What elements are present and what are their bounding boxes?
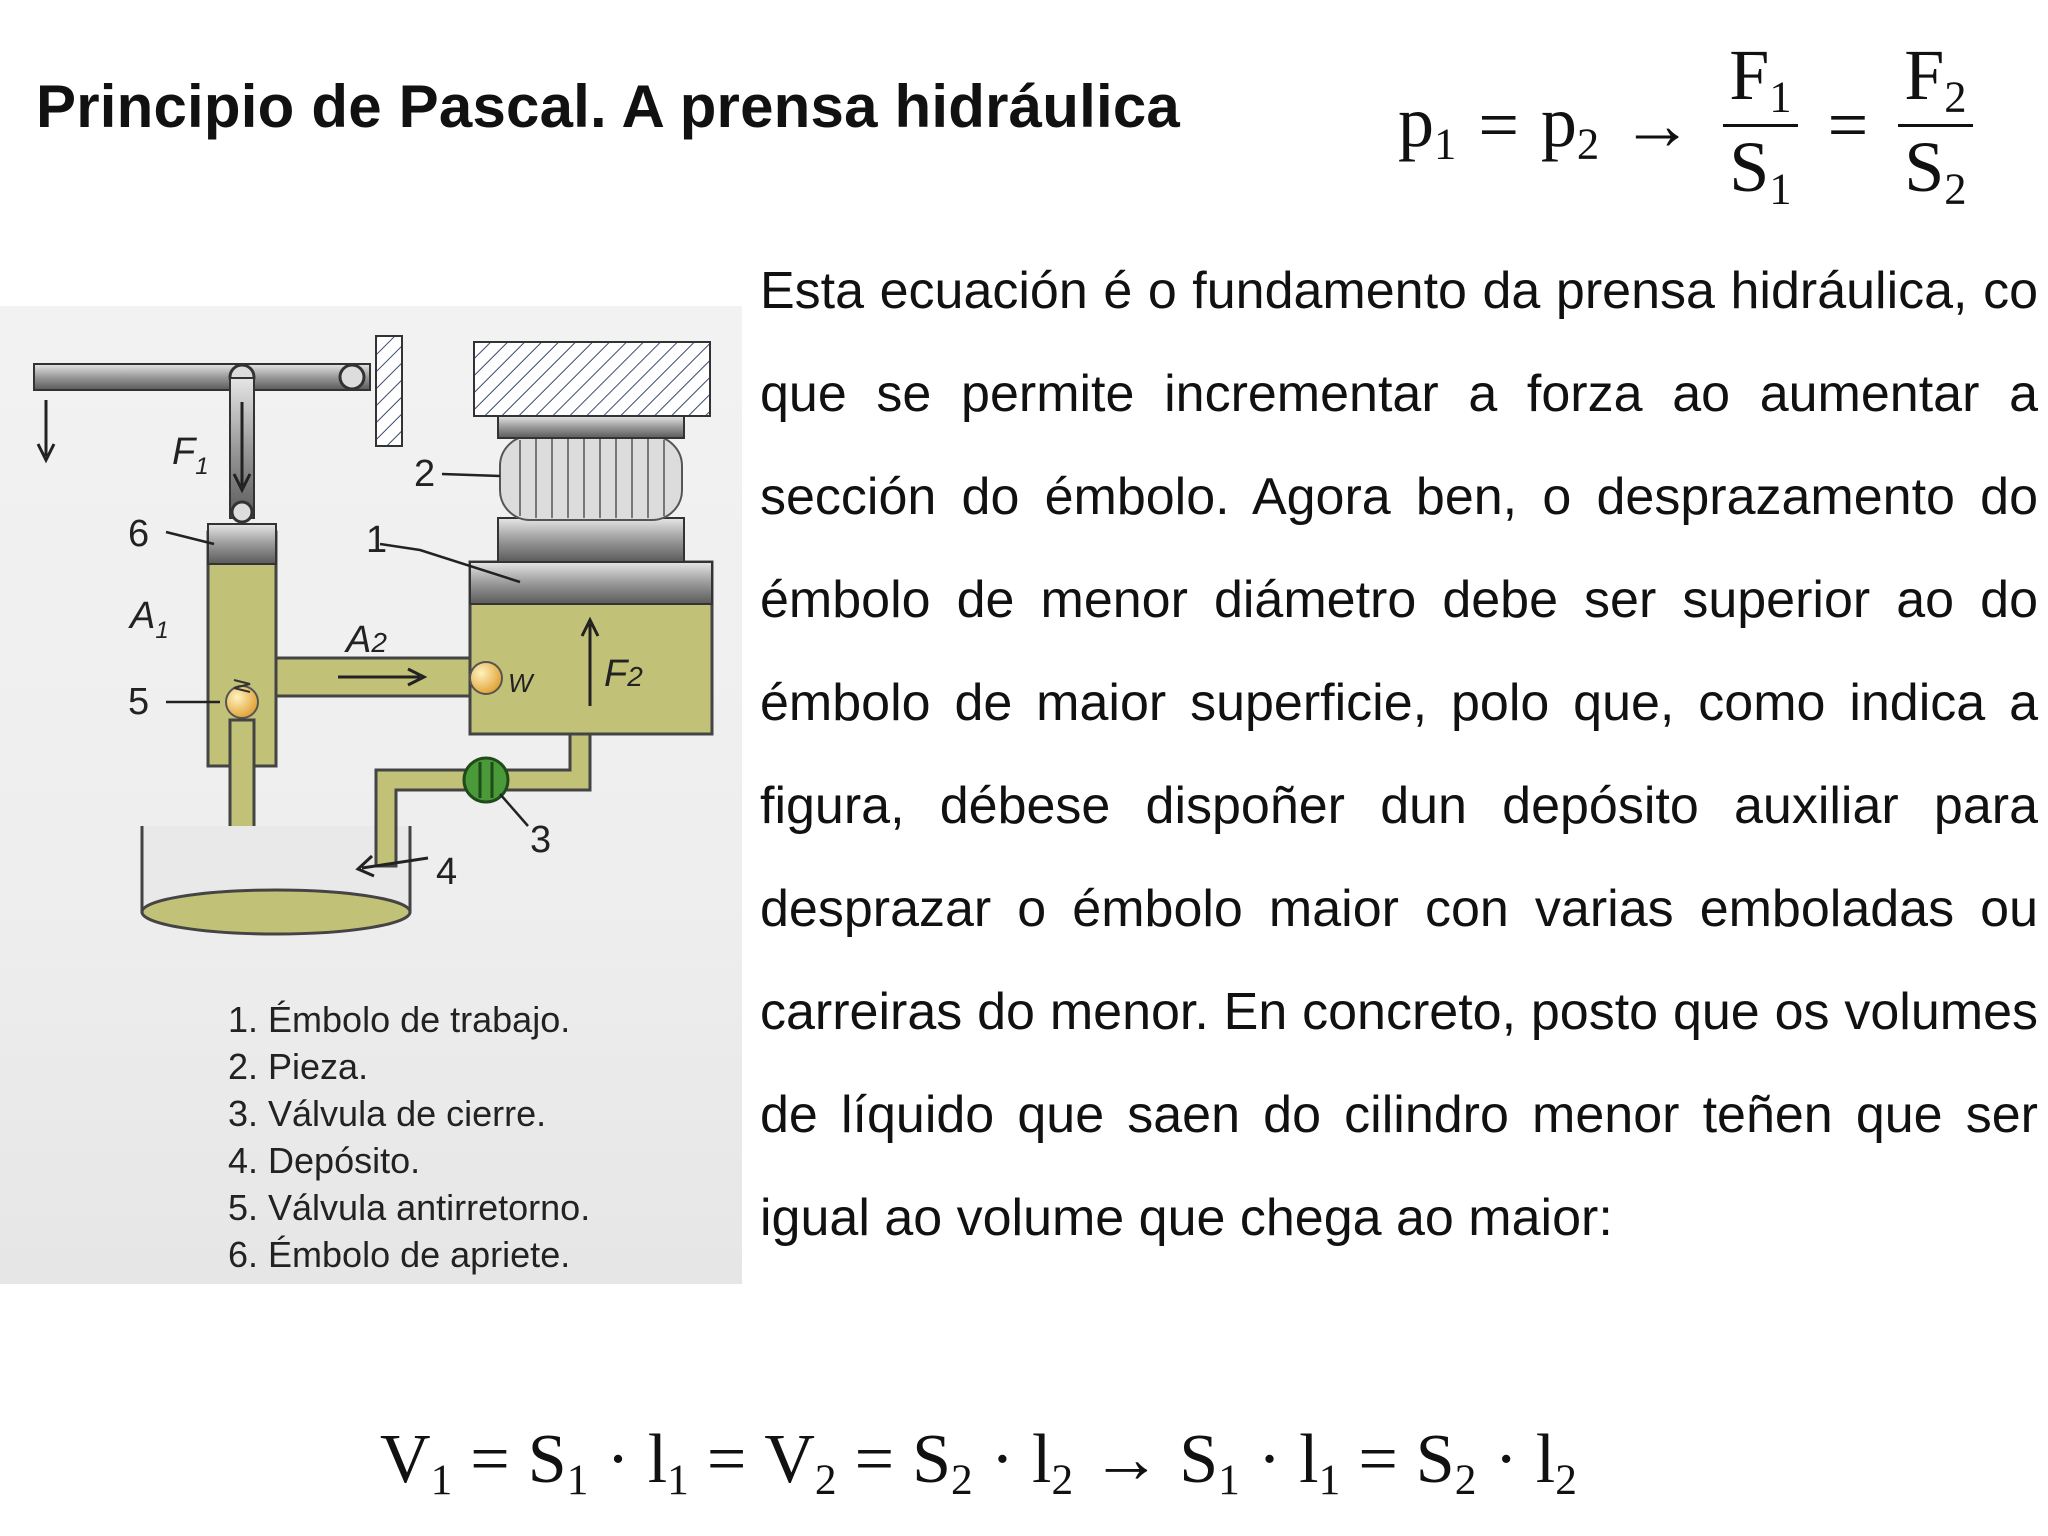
label-6: 6 (128, 513, 150, 555)
explanation-paragraph: Esta ecuación é o fundamento da prensa hidráulica, co que se permite incrementar a forza ao aumentar a sección do émbolo. Agora ben, o desprazamento do émbolo de menor diámetro debe ser superior ao do émbolo de maior superficie, polo que, como indica a figura, débese dispoñer dun depósito auxiliar para desprazar o émbolo maior con varias emboladas ou carreiras do menor. En concreto, posto que os volumes de líquido que saen do cilindro menor teñen que ser igual ao volume que chega ao maior: (760, 262, 2038, 1247)
op-dot: · (1257, 1421, 1282, 1498)
reservoir-fluid (142, 890, 410, 934)
term-s2: $S_2$ (912, 1421, 973, 1505)
label-4: 4 (436, 851, 458, 893)
pascal-equation (1398, 30, 1981, 220)
op-dot: · (990, 1421, 1015, 1498)
workpiece-base (498, 518, 684, 562)
label-f2: F2 (604, 653, 643, 695)
term-l2: $l_2$ (1535, 1421, 1577, 1505)
term-v1: $V_1$ (380, 1421, 453, 1505)
op-dot: · (1494, 1421, 1518, 1498)
label-5: 5 (128, 681, 150, 723)
op-arrow: → (1091, 1421, 1162, 1498)
label-1: 1 (366, 519, 388, 561)
large-piston (470, 562, 712, 604)
label-3: 3 (530, 819, 552, 861)
label-2: 2 (414, 453, 436, 495)
op-equals: = (470, 1421, 510, 1498)
down-arrow-icon (38, 400, 54, 460)
fraction-f2-s2: $\frac{F_2}{S_2}$ (1898, 35, 1972, 214)
term-l1: $l_1$ (1299, 1421, 1341, 1505)
term-s2: $S_2$ (1415, 1421, 1477, 1505)
figure-legend (228, 996, 590, 1278)
term-l1: $l_1$ (647, 1421, 689, 1505)
op-equals: = (706, 1421, 747, 1498)
term-s1: $S_1$ (1179, 1421, 1240, 1505)
label-w: W (508, 668, 533, 698)
press-head-plate (498, 416, 684, 438)
legend-item: 2. Pieza. (228, 1046, 369, 1087)
op-dot: · (606, 1421, 630, 1498)
legend-item: 4. Depósito. (228, 1140, 421, 1181)
rod-joint (232, 502, 252, 522)
lever-bar (34, 364, 370, 390)
small-piston (208, 524, 276, 564)
volume-equation (380, 1420, 1577, 1505)
fraction-f1-s1: $\frac{F_1}{S_1}$ (1723, 35, 1797, 214)
eq-arrow: → (1621, 84, 1694, 165)
slide-title: Principio de Pascal. A prensa hidráulica (36, 73, 1180, 140)
press-frame (474, 342, 710, 416)
wall-mount (376, 336, 402, 446)
lever-pivot (340, 365, 364, 389)
op-equals: = (1358, 1421, 1398, 1498)
eq-equals-2: = (1827, 84, 1869, 165)
legend-item: 5. Válvula antirretorno. (228, 1187, 591, 1228)
legend-item: 1. Émbolo de trabajo. (228, 999, 571, 1040)
legend-item: 6. Émbolo de apriete. (228, 1234, 571, 1275)
eq-p2: $p_2$ (1540, 81, 1600, 169)
term-s1: $S_1$ (527, 1421, 589, 1505)
eq-equals: = (1478, 84, 1519, 165)
inlet-valve-ball (470, 662, 502, 694)
hydraulic-press-diagram (0, 306, 742, 986)
term-l2: $l_2$ (1032, 1421, 1074, 1505)
label-a2: A2 (346, 619, 387, 661)
term-v2: $V_2$ (764, 1421, 837, 1505)
label-f1: $F_1$ (172, 431, 209, 480)
op-equals: = (854, 1421, 895, 1498)
workpiece (500, 436, 682, 520)
label-a1: $A_1$ (130, 595, 169, 644)
eq-p1: $p_1$ (1398, 81, 1457, 169)
legend-item: 3. Válvula de cierre. (228, 1093, 547, 1134)
